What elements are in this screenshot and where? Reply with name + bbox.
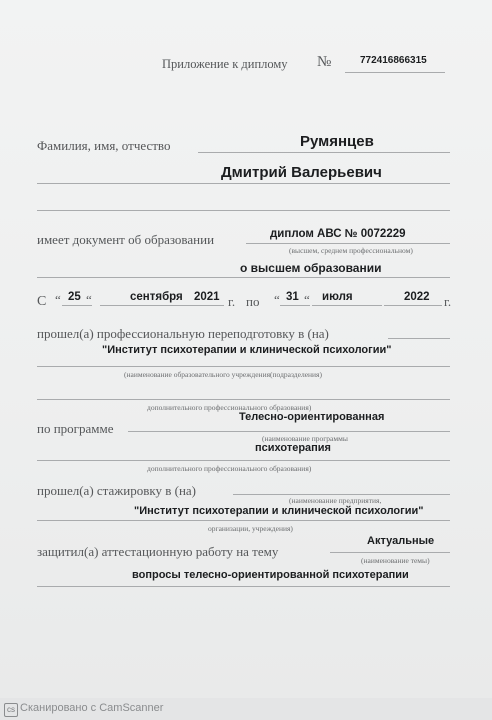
name-underline-3 [37, 210, 450, 211]
day-from-underline [62, 305, 92, 306]
year-to-value: 2022 [404, 291, 430, 303]
program-additional-hint: дополнительного профессионального образования) [147, 464, 312, 473]
internship-organization-value: "Институт психотерапии и клинической психологии" [134, 505, 424, 517]
camscanner-bar [0, 698, 492, 720]
retraining-underline-3 [37, 399, 450, 400]
appendix-number: 772416866315 [360, 55, 427, 66]
program-underline-2 [37, 460, 450, 461]
retraining-underline-2 [37, 366, 450, 367]
program-name-line1: Телесно-ориентированная [239, 411, 385, 423]
program-name-line2: психотерапия [255, 442, 331, 454]
period-to-label: по [246, 294, 260, 309]
thesis-topic-line1: Актуальные [367, 535, 435, 547]
appendix-label: Приложение к диплому [162, 57, 288, 71]
program-hint: (наименование программы [262, 434, 348, 443]
internship-underline-1 [233, 494, 450, 495]
quote-1: “ [55, 292, 61, 307]
month-to-value: июля [322, 291, 353, 303]
program-label: по программе [37, 421, 114, 436]
given-names-value: Дмитрий Валерьевич [221, 164, 382, 181]
thesis-underline-1 [330, 552, 450, 553]
month-to-underline [312, 305, 382, 306]
thesis-hint: (наименование темы) [361, 556, 430, 565]
year-from-suffix: г. [228, 294, 236, 309]
retraining-institution-hint: (наименование образовательного учреждения(подразделения) [124, 370, 322, 379]
internship-underline-2 [37, 520, 450, 521]
camscanner-logo-icon: cs [4, 703, 18, 717]
month-from-value: сентября [130, 291, 183, 303]
year-to-suffix: г. [444, 294, 452, 309]
retraining-additional-hint: дополнительного профессионального образования) [147, 403, 312, 412]
quote-4: “ [304, 292, 310, 307]
day-to-underline [280, 305, 310, 306]
number-sign: № [317, 54, 332, 70]
day-from-value: 25 [68, 291, 81, 303]
thesis-underline-2 [37, 586, 450, 587]
quote-3: “ [274, 292, 280, 307]
education-hint: (высшем, среднем профессиональном) [289, 246, 413, 255]
program-underline-1 [128, 431, 450, 432]
month-from-underline [100, 305, 190, 306]
name-underline-2 [37, 183, 450, 184]
day-to-value: 31 [286, 291, 299, 303]
period-from-label: С [37, 294, 47, 309]
retraining-institution-value: "Институт психотерапии и клинической психологии" [102, 344, 392, 356]
number-underline [345, 72, 445, 73]
education-level-value: о высшем образовании [240, 261, 382, 275]
year-from-value: 2021 [194, 291, 220, 303]
quote-2: “ [86, 292, 92, 307]
internship-org-hint2: организации, учреждения) [208, 524, 293, 533]
education-underline-1 [246, 243, 450, 244]
education-underline-2 [37, 277, 450, 278]
thesis-label: защитил(а) аттестационную работу на тему [37, 544, 279, 559]
surname-value: Румянцев [300, 133, 374, 150]
year-from-underline [190, 305, 224, 306]
camscanner-watermark: Сканировано с CamScanner [20, 702, 164, 714]
retraining-label: прошел(а) профессиональную переподготовку в (на) [37, 326, 329, 341]
name-underline-1 [198, 152, 450, 153]
thesis-topic-line2: вопросы телесно-ориентированной психотерапии [132, 569, 409, 581]
education-document-value: диплом АВС № 0072229 [270, 228, 406, 240]
education-label: имеет документ об образовании [37, 232, 215, 247]
internship-label: прошел(а) стажировку в (на) [37, 483, 197, 498]
year-to-underline [384, 305, 442, 306]
internship-org-hint: (наименование предприятия, [289, 496, 382, 505]
retraining-underline-1 [388, 338, 450, 339]
name-label: Фамилия, имя, отчество [37, 138, 171, 153]
